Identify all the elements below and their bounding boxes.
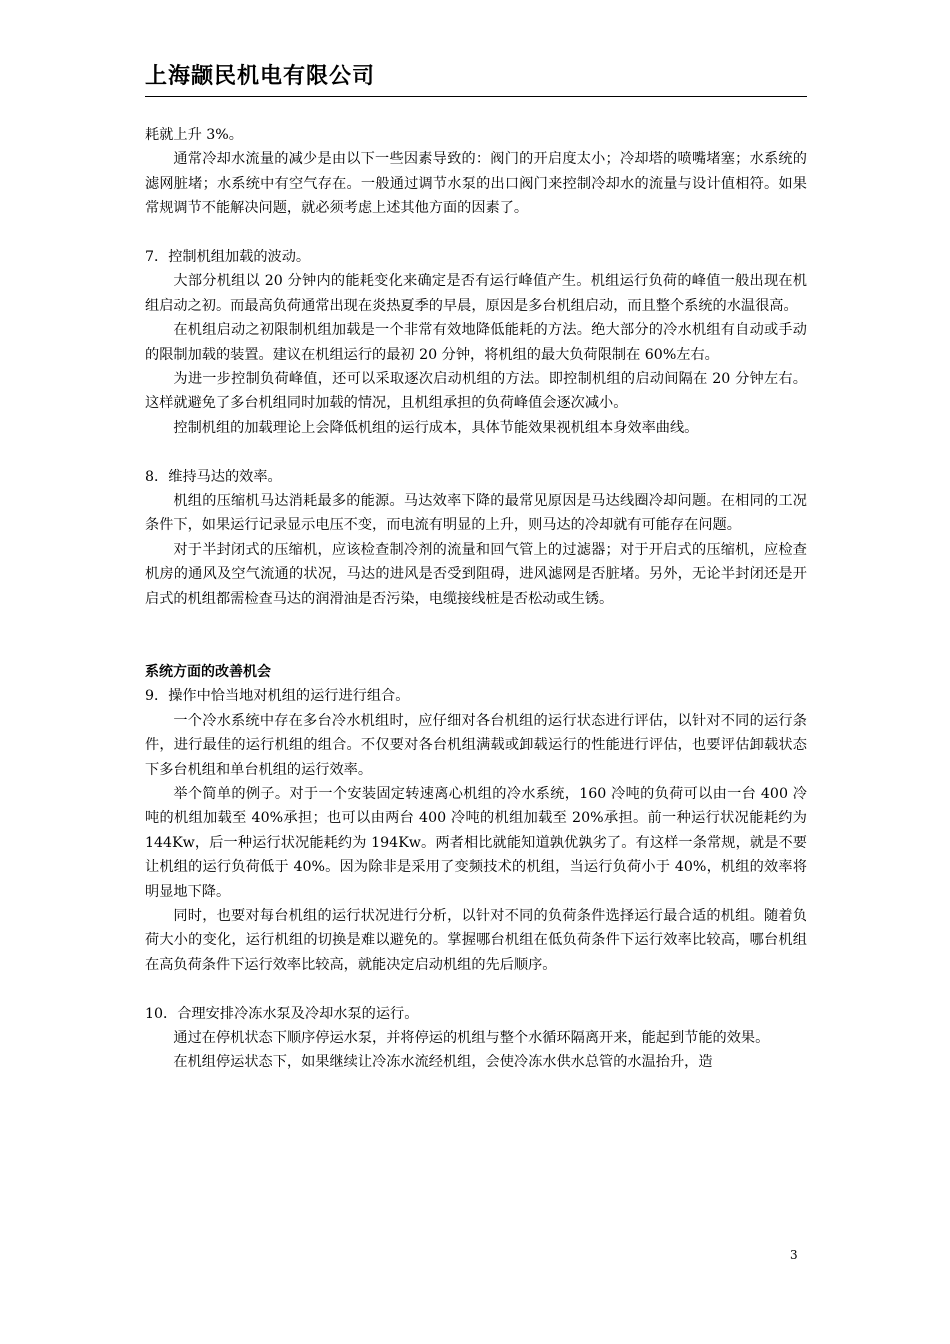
paragraph: 为进一步控制负荷峰值，还可以采取逐次启动机组的方法。即控制机组的启动间隔在 20 分钟左右。这样就避免了多台机组同时加载的情况，且机组承担的负荷峰值会逐次减小。 bbox=[145, 371, 807, 412]
document-body bbox=[145, 123, 807, 1075]
item-heading: 9．操作中恰当地对机组的运行进行组合。 bbox=[145, 688, 410, 705]
paragraph: 同时，也要对每台机组的运行状况进行分析，以针对不同的负荷条件选择运行最合适的机组。随着负荷大小的变化，运行机组的切换是难以避免的。掌握哪台机组在低负荷条件下运行效率比较高，哪台机组在高负荷条件下运行效率比较高，就能决定启动机组的先后顺序。 bbox=[145, 907, 807, 973]
paragraph: 通过在停机状态下顺序停运水泵，并将停运的机组与整个水循环隔离开来，能起到节能的效果。 bbox=[173, 1029, 770, 1046]
paragraph: 大部分机组以 20 分钟内的能耗变化来确定是否有运行峰值产生。机组运行负荷的峰值一般出现在机组启动之初。而最高负荷通常出现在炎热夏季的早晨，原因是多台机组启动，而且整个系统的水温很高。 bbox=[145, 273, 807, 314]
item-heading: 7．控制机组加载的波动。 bbox=[145, 249, 311, 266]
paragraph: 机组的压缩机马达消耗最多的能源。马达效率下降的最常见原因是马达线圈冷却问题。在相同的工况条件下，如果运行记录显示电压不变，而电流有明显的上升，则马达的冷却就有可能存在问题。 bbox=[145, 493, 807, 534]
paragraph: 控制机组的加载理论上会降低机组的运行成本，具体节能效果视机组本身效率曲线。 bbox=[173, 419, 699, 436]
item-heading: 10．合理安排冷冻水泵及冷却水泵的运行。 bbox=[145, 1005, 419, 1022]
paragraph: 在机组启动之初限制机组加载是一个非常有效地降低能耗的方法。绝大部分的冷水机组有自动或手动的限制加载的装置。建议在机组运行的最初 20 分钟，将机组的最大负荷限制在 60%左右。 bbox=[145, 322, 807, 363]
page-header bbox=[145, 62, 805, 92]
paragraph: 通常冷却水流量的减少是由以下一些因素导致的：阀门的开启度太小；冷却塔的喷嘴堵塞；水系统的滤网脏堵；水系统中有空气存在。一般通过调节水泵的出口阀门来控制冷却水的流量与设计值相符。如果常规调节不能解决问题，就必须考虑上述其他方面的因素了。 bbox=[145, 151, 807, 217]
page-number: 3 bbox=[790, 1248, 798, 1262]
paragraph: 一个冷水系统中存在多台冷水机组时，应仔细对各台机组的运行状态进行评估，以针对不同的运行条件，进行最佳的运行机组的组合。不仅要对各台机组满载或卸载运行的性能进行评估，也要评估卸载状态下多台机组和单台机组的运行效率。 bbox=[145, 712, 807, 778]
spacer bbox=[145, 440, 807, 464]
item-heading: 8．维持马达的效率。 bbox=[145, 468, 282, 485]
paragraph: 在机组停运状态下，如果继续让冷冻水流经机组，会使冷冻水供水总管的水温抬升，造 bbox=[173, 1054, 713, 1071]
spacer bbox=[145, 221, 807, 245]
company-name: 上海颛民机电有限公司 bbox=[145, 64, 376, 89]
paragraph: 对于半封闭式的压缩机，应该检查制冷剂的流量和回气管上的过滤器；对于开启式的压缩机，应检查机房的通风及空气流通的状况，马达的进风是否受到阻碍，进风滤网是否脏堵。另外，无论半封闭还是开启式的机组都需检查马达的润滑油是否污染，电缆接线桩是否松动或生锈。 bbox=[145, 541, 807, 607]
section-title: 系统方面的改善机会 bbox=[145, 663, 271, 680]
paragraph: 举个简单的例子。对于一个安装固定转速离心机组的冷水系统，160 冷吨的负荷可以由一台 400 冷吨的机组加载至 40%承担；也可以由两台 400 冷吨的机组加载至 20%承担。前一种运行状况能耗约为 144Kw，后一种运行状况能耗约为 194Kw。两者相比就能知道孰优孰劣了。有这样一条常规，就是不要让机组的运行负荷低于 40%。因为除非是采用了变频技术的机组，当运行负荷小于 40%，机组的效率将明显地下降。 bbox=[145, 785, 807, 900]
header-divider bbox=[145, 96, 807, 97]
paragraph: 耗就上升 3%。 bbox=[145, 127, 243, 143]
spacer bbox=[145, 977, 807, 1001]
spacer bbox=[145, 611, 807, 660]
